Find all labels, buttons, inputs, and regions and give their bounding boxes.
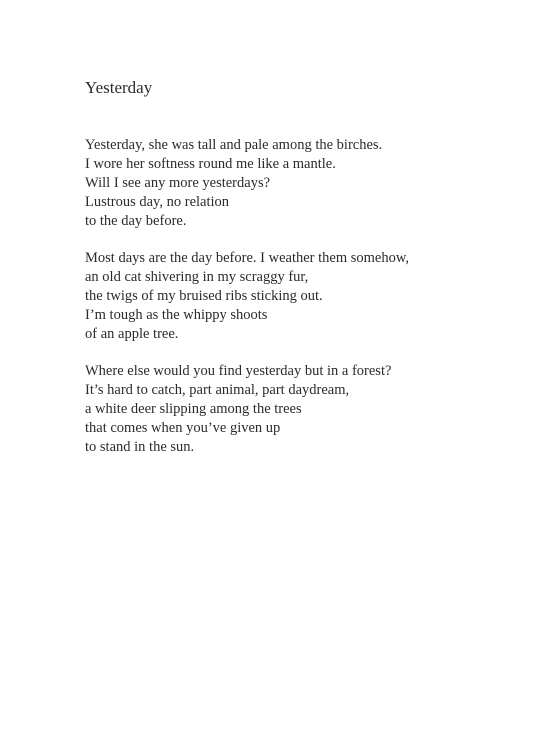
- poem-line: of an apple tree.: [85, 326, 179, 342]
- poem-title: Yesterday: [85, 78, 153, 97]
- poem-line: I’m tough as the whippy shoots: [85, 307, 268, 323]
- stanza-3: [85, 362, 515, 457]
- poem-line: to the day before.: [85, 213, 187, 229]
- poem-body: [85, 136, 515, 475]
- poem-line: an old cat shivering in my scraggy fur,: [85, 269, 309, 285]
- poem-line: to stand in the sun.: [85, 439, 195, 455]
- poem-line: It’s hard to catch, part animal, part daydream,: [85, 382, 350, 398]
- stanza-2: [85, 249, 515, 344]
- poem-line: Most days are the day before. I weather them somehow,: [85, 250, 409, 266]
- poem-line: Lustrous day, no relation: [85, 194, 230, 210]
- poem-line: a white deer slipping among the trees: [85, 401, 302, 417]
- stanza-1: [85, 136, 515, 231]
- poem-line: the twigs of my bruised ribs sticking out.: [85, 288, 323, 304]
- poem-line: Yesterday, she was tall and pale among the birches.: [85, 137, 383, 153]
- poem-line: Will I see any more yesterdays?: [85, 175, 271, 191]
- poem-line: I wore her softness round me like a mantle.: [85, 156, 336, 172]
- poem-line: Where else would you find yesterday but in a forest?: [85, 363, 392, 379]
- poem-line: that comes when you’ve given up: [85, 420, 281, 436]
